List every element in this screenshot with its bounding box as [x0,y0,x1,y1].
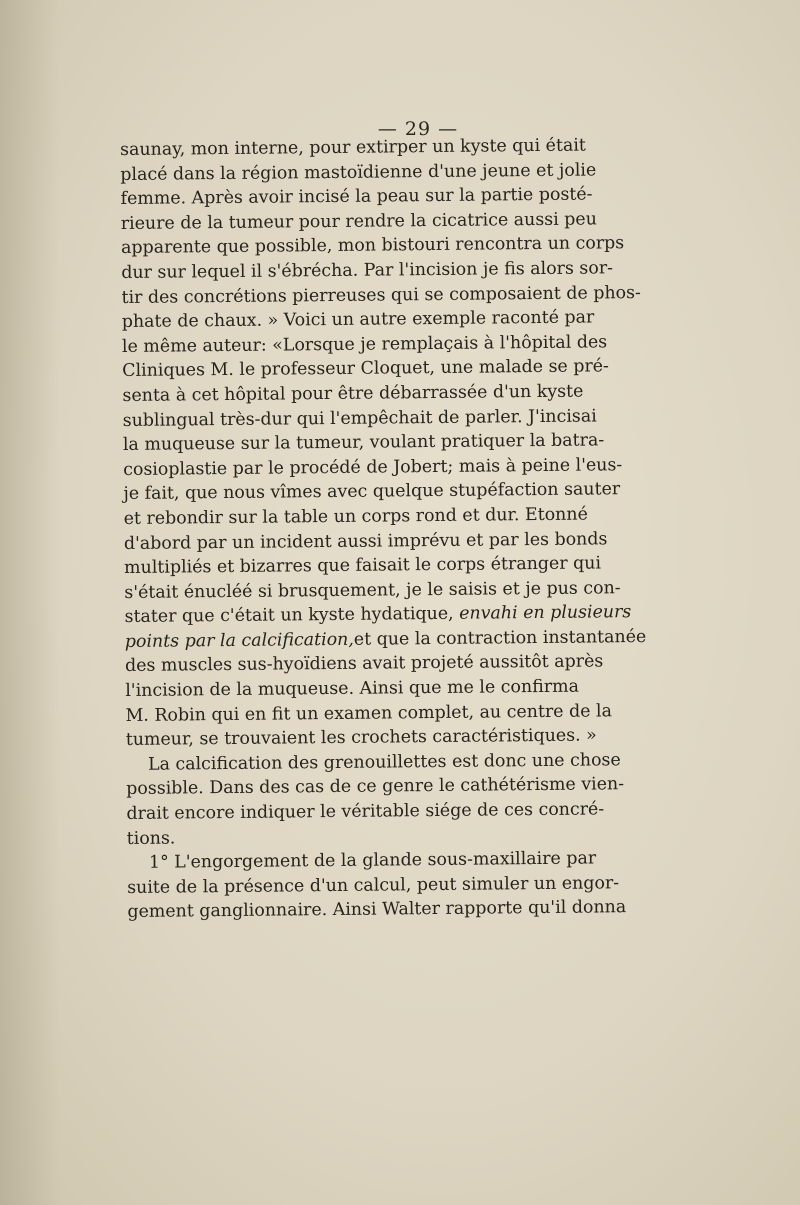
text-line: s'était énucléé si brusquement, je le saisis et je pus con- [124,577,621,603]
text-line: la muqueuse sur la tumeur, voulant pratiquer la batra- [122,430,605,456]
text-line: phate de chaux. » Voici un autre exemple raconté par [121,307,595,333]
text-line: d'abord par un incident aussi imprévu et par les bonds [123,528,608,554]
text-line: multipliés et bizarres que faisait le corps étranger qui [124,553,602,579]
text-line: tions. [126,828,176,849]
text-line: gement ganglionnaire. Ainsi Walter rapporte qu'il donna [127,897,627,923]
text-fragment: et que la contraction instantanée [353,626,647,650]
text-line: saunay, mon interne, pour extirper un kyste qui était [120,135,586,160]
text-line: tumeur, se trouvaient les crochets caractéristiques. » [125,725,597,751]
text-line: drait encore indiquer le véritable siége de ces concré- [126,799,605,824]
body-text [120,134,647,925]
text-line: et rebondir sur la table un corps rond et dur. Etonné [123,504,588,529]
text-fragment: stater que c'était un kyste hydatique, [124,604,460,628]
text-line: sublingual très-dur qui l'empêchait de parler. J'incisai [122,405,597,431]
text-line: possible. Dans des cas de ce genre le cathétérisme vien- [126,774,625,800]
text-line: tir des concrétions pierreuses qui se composaient de phos- [121,282,641,308]
text-line: dur sur lequel il s'ébrécha. Par l'incision je fis alors sor- [121,258,614,283]
text-line: le même auteur: «Lorsque je remplaçais à l'hôpital des [121,332,608,357]
text-line: femme. Après avoir incisé la peau sur la partie posté- [120,184,593,210]
text-line: cosioplastie par le procédé de Jobert; mais à peine l'eus- [123,454,623,480]
text-line: suite de la présence d'un calcul, peut simuler un engor- [127,873,620,898]
text-line: l'incision de la muqueuse. Ainsi que me le confirma [125,676,580,702]
page-shadow [0,0,60,1205]
text-line: senta à cet hôpital pour être débarrassée d'un kyste [122,381,584,406]
text-line: je fait, que nous vîmes avec quelque stupéfaction sauter [123,479,621,505]
text-line: Cliniques M. le professeur Cloquet, une malade se pré- [122,356,609,382]
text-line: des muscles sus-hyoïdiens avait projeté aussitôt après [124,651,604,677]
italic-text: envahi en plusieurs [459,602,632,625]
text-line: La calcification des grenouillettes est donc une chose [147,750,621,775]
page-number: — 29 — [377,118,459,140]
text-line: placé dans la région mastoïdienne d'une jeune et jolie [120,160,597,185]
italic-text: points par la calcification, [124,629,354,652]
text-line: rieure de la tumeur pour rendre la cicatrice aussi peu [120,209,597,234]
text-line: M. Robin qui en fit un examen complet, au centre de la [125,700,613,726]
text-line: 1° L'engorgement de la glande sous-maxillaire par [148,848,597,873]
text-line: apparente que possible, mon bistouri rencontra un corps [120,233,625,259]
